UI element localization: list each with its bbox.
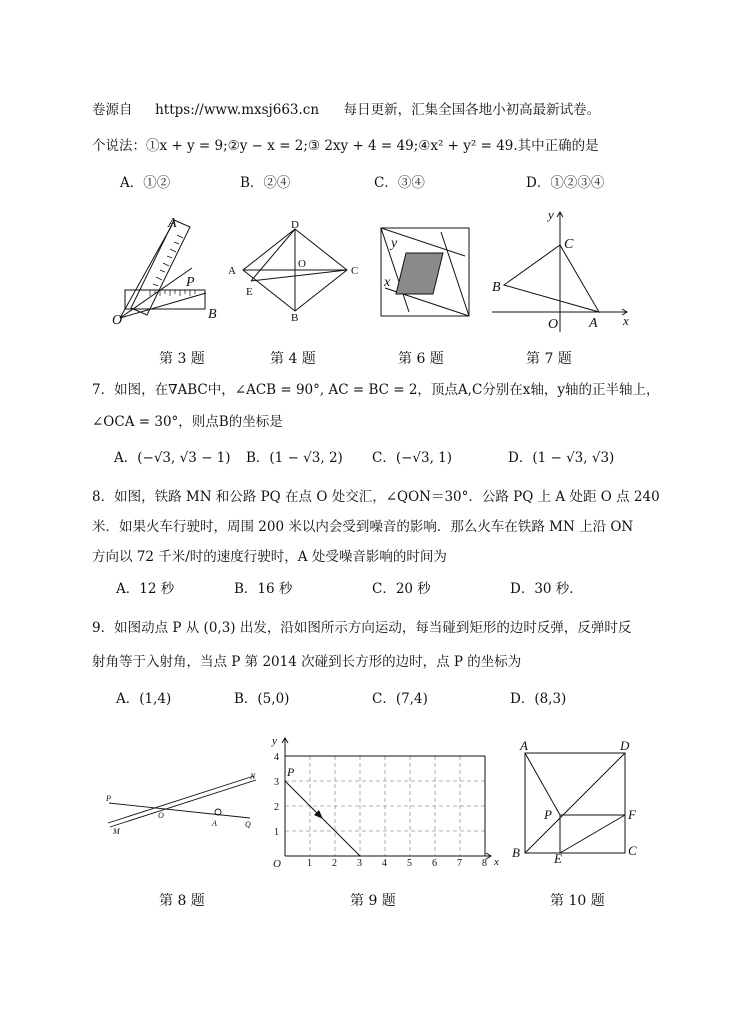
q9-option-a[interactable]: A．(1,4) xyxy=(116,691,172,707)
q7-line1: 7．如图，在∇ABC中，∠ACB = 90°, AC = BC = 2，顶点A,C分别在x轴，y轴的正半轴上， xyxy=(92,382,660,398)
fig9-x-tick-7: 7 xyxy=(457,858,462,869)
figure-10 xyxy=(510,735,640,865)
fig9-y-tick-2: 2 xyxy=(274,802,279,813)
fig3-label-a: A xyxy=(168,216,177,231)
q8-option-b[interactable]: B．16 秒 xyxy=(234,581,293,597)
fig8-label-m: M xyxy=(113,827,120,836)
header-tagline: 每日更新，汇集全国各地小初高最新试卷。 xyxy=(343,102,601,118)
q7-option-b[interactable]: B．(1 − √3, 2) xyxy=(246,450,343,466)
fig10-label-p: P xyxy=(544,807,552,822)
q6-stem: 个说法：①x + y = 9;②y − x = 2;③ 2xy + 4 = 49;④x² + y² = 49.其中正确的是 xyxy=(92,138,599,154)
fig8-label-q: Q xyxy=(245,820,251,829)
header-line xyxy=(92,101,600,119)
fig4-caption: 第 4 题 xyxy=(270,351,316,367)
fig9-x-tick-5: 5 xyxy=(407,858,412,869)
q8-line1: 8．如图，铁路 MN 和公路 PQ 在点 O 处交汇，∠QON＝30°．公路 PQ 上 A 处距 O 点 240 xyxy=(92,489,660,505)
fig7-label-a: A xyxy=(589,316,598,331)
fig10-label-c: C xyxy=(628,843,637,858)
q8-option-d[interactable]: D．30 秒． xyxy=(510,581,583,597)
fig3-caption: 第 3 题 xyxy=(159,351,205,367)
q7-option-c[interactable]: C．(−√3, 1) xyxy=(372,450,453,466)
q6-option-b[interactable]: B．②④ xyxy=(240,175,291,191)
fig10-label-b: B xyxy=(512,845,520,860)
fig6-shaded-square xyxy=(396,253,443,294)
q8-option-c[interactable]: C．20 秒 xyxy=(372,581,431,597)
fig7-label-x: x xyxy=(623,313,629,328)
q9-line1: 9．如图动点 P 从 (0,3) 出发，沿如图所示方向运动，每当碰到矩形的边时反弹，反弹时反 xyxy=(92,620,632,636)
fig9-x-label: x xyxy=(494,856,499,868)
q6-option-a[interactable]: A．①② xyxy=(120,175,171,191)
q7-option-d[interactable]: D．(1 − √3, √3) xyxy=(508,450,615,466)
fig6-label-y: y xyxy=(391,236,398,251)
fig6-label-x: x xyxy=(384,275,391,290)
fig3-label-o: O xyxy=(112,313,123,328)
q6-option-d[interactable]: D．①②③④ xyxy=(526,175,605,191)
fig9-caption: 第 9 题 xyxy=(350,893,396,909)
fig4-label-e: E xyxy=(246,286,253,298)
fig10-label-d: D xyxy=(620,738,630,753)
header-source-label: 卷源自 xyxy=(92,102,133,118)
q8-line3: 方向以 72 千米/时的速度行驶时，A 处受噪音影响的时间为 xyxy=(92,549,447,565)
fig9-y-tick-1: 1 xyxy=(274,827,279,838)
fig7-caption: 第 7 题 xyxy=(526,351,572,367)
fig7-label-y: y xyxy=(548,207,554,222)
fig4-label-o: O xyxy=(298,258,306,270)
fig8-caption: 第 8 题 xyxy=(159,893,205,909)
fig9-y-tick-3: 3 xyxy=(274,777,279,788)
figure-6 xyxy=(377,224,477,324)
q9-option-d[interactable]: D．(8,3) xyxy=(510,691,567,707)
fig3-label-b: B xyxy=(208,307,217,322)
fig9-x-tick-3: 3 xyxy=(357,858,362,869)
fig6-caption: 第 6 题 xyxy=(398,351,444,367)
q7-line2: ∠OCA = 30°，则点B的坐标是 xyxy=(92,414,283,430)
q9-option-c[interactable]: C．(7,4) xyxy=(372,691,428,707)
fig10-label-a: A xyxy=(520,738,528,753)
fig9-x-tick-8: 8 xyxy=(482,858,487,869)
q6-option-c[interactable]: C．③④ xyxy=(374,175,425,191)
figure-8 xyxy=(102,770,262,840)
fig10-caption: 第 10 题 xyxy=(550,893,605,909)
fig3-label-p: P xyxy=(186,275,195,290)
figure-7 xyxy=(487,207,637,332)
fig4-label-d: D xyxy=(291,219,299,231)
fig9-x-tick-1: 1 xyxy=(307,858,312,869)
fig4-label-b: B xyxy=(291,312,299,324)
fig9-x-tick-2: 2 xyxy=(332,858,337,869)
header-url[interactable]: https://www.mxsj663.cn xyxy=(155,102,320,118)
fig10-label-e: E xyxy=(554,851,562,866)
q7-option-a[interactable]: A．(−√3, √3 − 1) xyxy=(114,450,231,466)
fig10-label-f: F xyxy=(628,807,636,822)
fig8-label-n: N xyxy=(250,772,256,781)
fig8-label-p: P xyxy=(106,794,111,803)
fig9-x-tick-4: 4 xyxy=(382,858,387,869)
figure-9 xyxy=(265,733,505,868)
fig7-label-o: O xyxy=(548,317,559,332)
fig4-label-c: C xyxy=(351,265,359,277)
fig9-y-tick-4: 4 xyxy=(274,752,279,763)
q8-line2: 米．如果火车行驶时，周围 200 米以内会受到噪音的影响．那么火车在铁路 MN 上沿 ON xyxy=(92,519,634,535)
q8-option-a[interactable]: A．12 秒 xyxy=(116,581,175,597)
fig9-x-tick-6: 6 xyxy=(432,858,437,869)
fig7-label-b: B xyxy=(492,280,501,295)
figure-3 xyxy=(110,215,220,330)
fig9-origin-label: O xyxy=(273,858,281,870)
fig4-label-a: A xyxy=(228,265,236,277)
fig8-label-a: A xyxy=(212,819,217,828)
fig9-point-p: P xyxy=(287,765,295,779)
fig8-label-o: O xyxy=(158,811,164,820)
q9-line2: 射角等于入射角，当点 P 第 2014 次碰到长方形的边时，点 P 的坐标为 xyxy=(92,654,522,670)
fig9-y-label: y xyxy=(272,735,277,747)
fig7-label-c: C xyxy=(564,237,574,252)
figure-4 xyxy=(225,217,360,322)
q9-option-b[interactable]: B．(5,0) xyxy=(234,691,290,707)
